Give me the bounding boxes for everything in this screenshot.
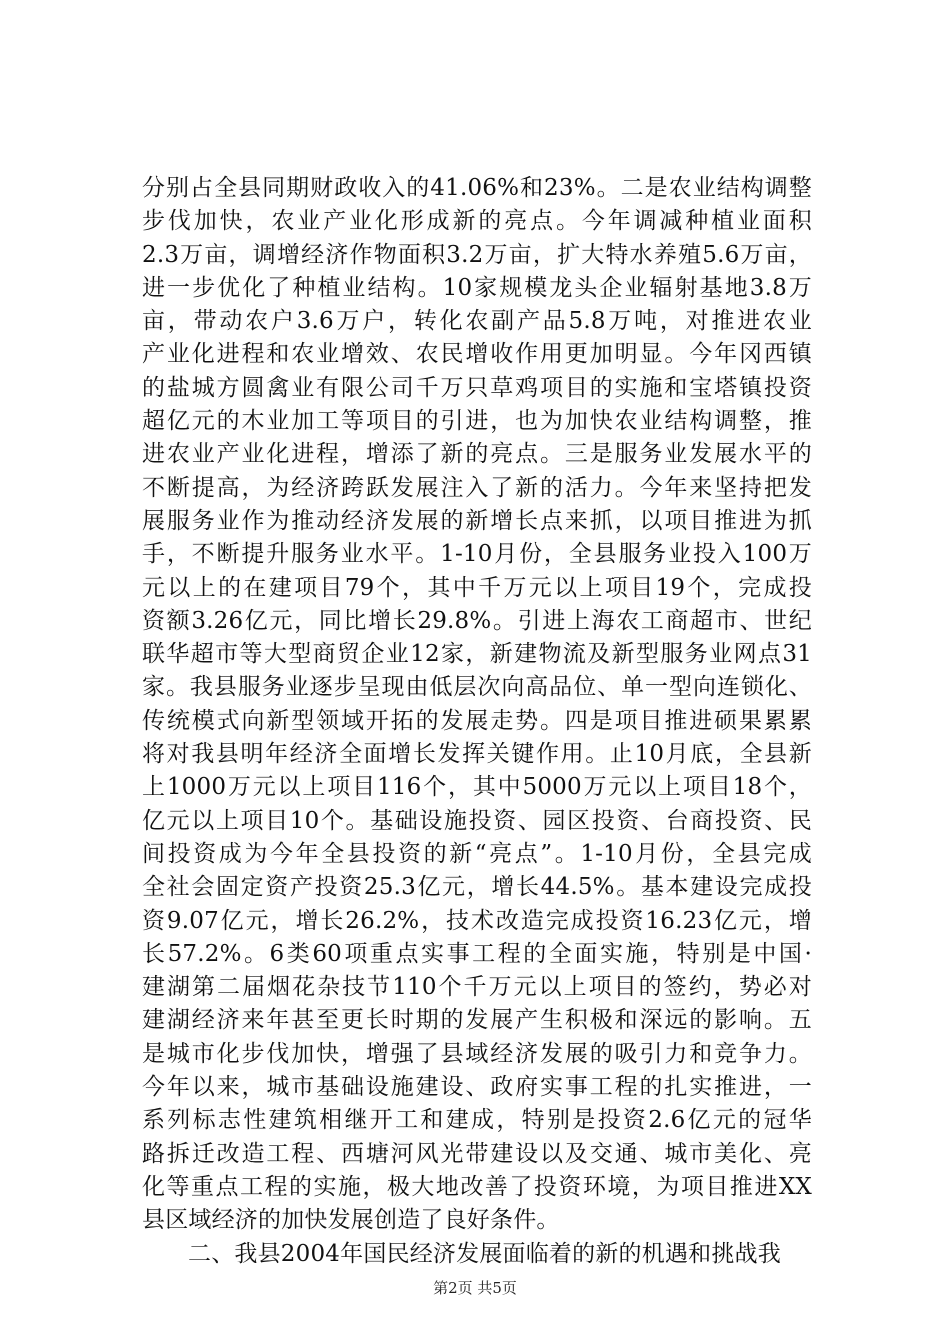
text-line: 今年以来，城市基础设施建设、政府实事工程的扎实推进，一 — [142, 1074, 812, 1101]
text-line: 化等重点工程的实施，极大地改善了投资环境，为项目推进XX — [142, 1173, 812, 1200]
text-line: 传统模式向新型领域开拓的发展走势。四是项目推进硕果累累 — [142, 707, 812, 734]
body-text — [142, 172, 812, 1271]
text-line: 系列标志性建筑相继开工和建成，特别是投资2.6亿元的冠华 — [142, 1107, 812, 1134]
text-line: 亩，带动农户3.6万户，转化农副产品5.8万吨，对推进农业 — [142, 308, 812, 335]
section-heading-line: 二、我县2004年国民经济发展面临着的新的机遇和挑战我 — [188, 1240, 781, 1267]
text-line: 将对我县明年经济全面增长发挥关键作用。止10月底，全县新 — [142, 741, 812, 768]
text-line: 不断提高，为经济跨跃发展注入了新的活力。今年来坚持把发 — [142, 474, 812, 501]
text-line: 手，不断提升服务业水平。1-10月份，全县服务业投入100万 — [142, 541, 812, 568]
text-line: 的盐城方圆禽业有限公司千万只草鸡项目的实施和宝塔镇投资 — [142, 374, 812, 401]
text-line: 元以上的在建项目79个，其中千万元以上项目19个，完成投 — [142, 574, 812, 601]
page-footer: 第2页 共5页 — [433, 1279, 517, 1297]
text-line: 分别占全县同期财政收入的41.06%和23%。二是农业结构调整 — [142, 175, 812, 201]
text-line: 家。我县服务业逐步呈现由低层次向高品位、单一型向连锁化、 — [142, 674, 812, 701]
text-line: 产业化进程和农业增效、农民增收作用更加明显。今年冈西镇 — [142, 341, 812, 368]
text-line: 是城市化步伐加快，增强了县域经济发展的吸引力和竞争力。 — [142, 1040, 812, 1067]
text-line: 资9.07亿元，增长26.2%，技术改造完成投资16.23亿元，增 — [142, 907, 812, 934]
text-line: 县区域经济的加快发展创造了良好条件。 — [142, 1207, 560, 1234]
text-line: 路拆迁改造工程、西塘河风光带建设以及交通、城市美化、亮 — [142, 1140, 812, 1167]
text-line: 上1000万元以上项目116个，其中5000万元以上项目18个， — [142, 774, 812, 801]
text-line: 联华超市等大型商贸企业12家，新建物流及新型服务业网点31 — [142, 641, 812, 668]
text-line: 2.3万亩，调增经济作物面积3.2万亩，扩大特水养殖5.6万亩， — [142, 241, 812, 268]
text-line: 展服务业作为推动经济发展的新增长点来抓，以项目推进为抓 — [142, 507, 812, 534]
text-line: 超亿元的木业加工等项目的引进，也为加快农业结构调整，推 — [142, 408, 812, 435]
text-line: 进农业产业化进程，增添了新的亮点。三是服务业发展水平的 — [142, 441, 812, 468]
text-line: 长57.2%。6类60项重点实事工程的全面实施，特别是中国· — [142, 940, 812, 967]
text-line: 建湖经济来年甚至更长时期的发展产生积极和深远的影响。五 — [142, 1007, 812, 1034]
text-line: 步伐加快，农业产业化形成新的亮点。今年调减种植业面积 — [142, 208, 812, 235]
text-line: 亿元以上项目10个。基础设施投资、园区投资、台商投资、民 — [142, 807, 812, 834]
text-line: 全社会固定资产投资25.3亿元，增长44.5%。基本建设完成投 — [142, 874, 812, 901]
text-line: 建湖第二届烟花杂技节110个千万元以上项目的签约，势必对 — [142, 974, 812, 1001]
text-line: 资额3.26亿元，同比增长29.8%。引进上海农工商超市、世纪 — [142, 607, 812, 634]
text-line: 进一步优化了种植业结构。10家规模龙头企业辐射基地3.8万 — [142, 274, 812, 301]
text-line: 间投资成为今年全县投资的新“亮点”。1-10月份，全县完成 — [142, 840, 812, 867]
